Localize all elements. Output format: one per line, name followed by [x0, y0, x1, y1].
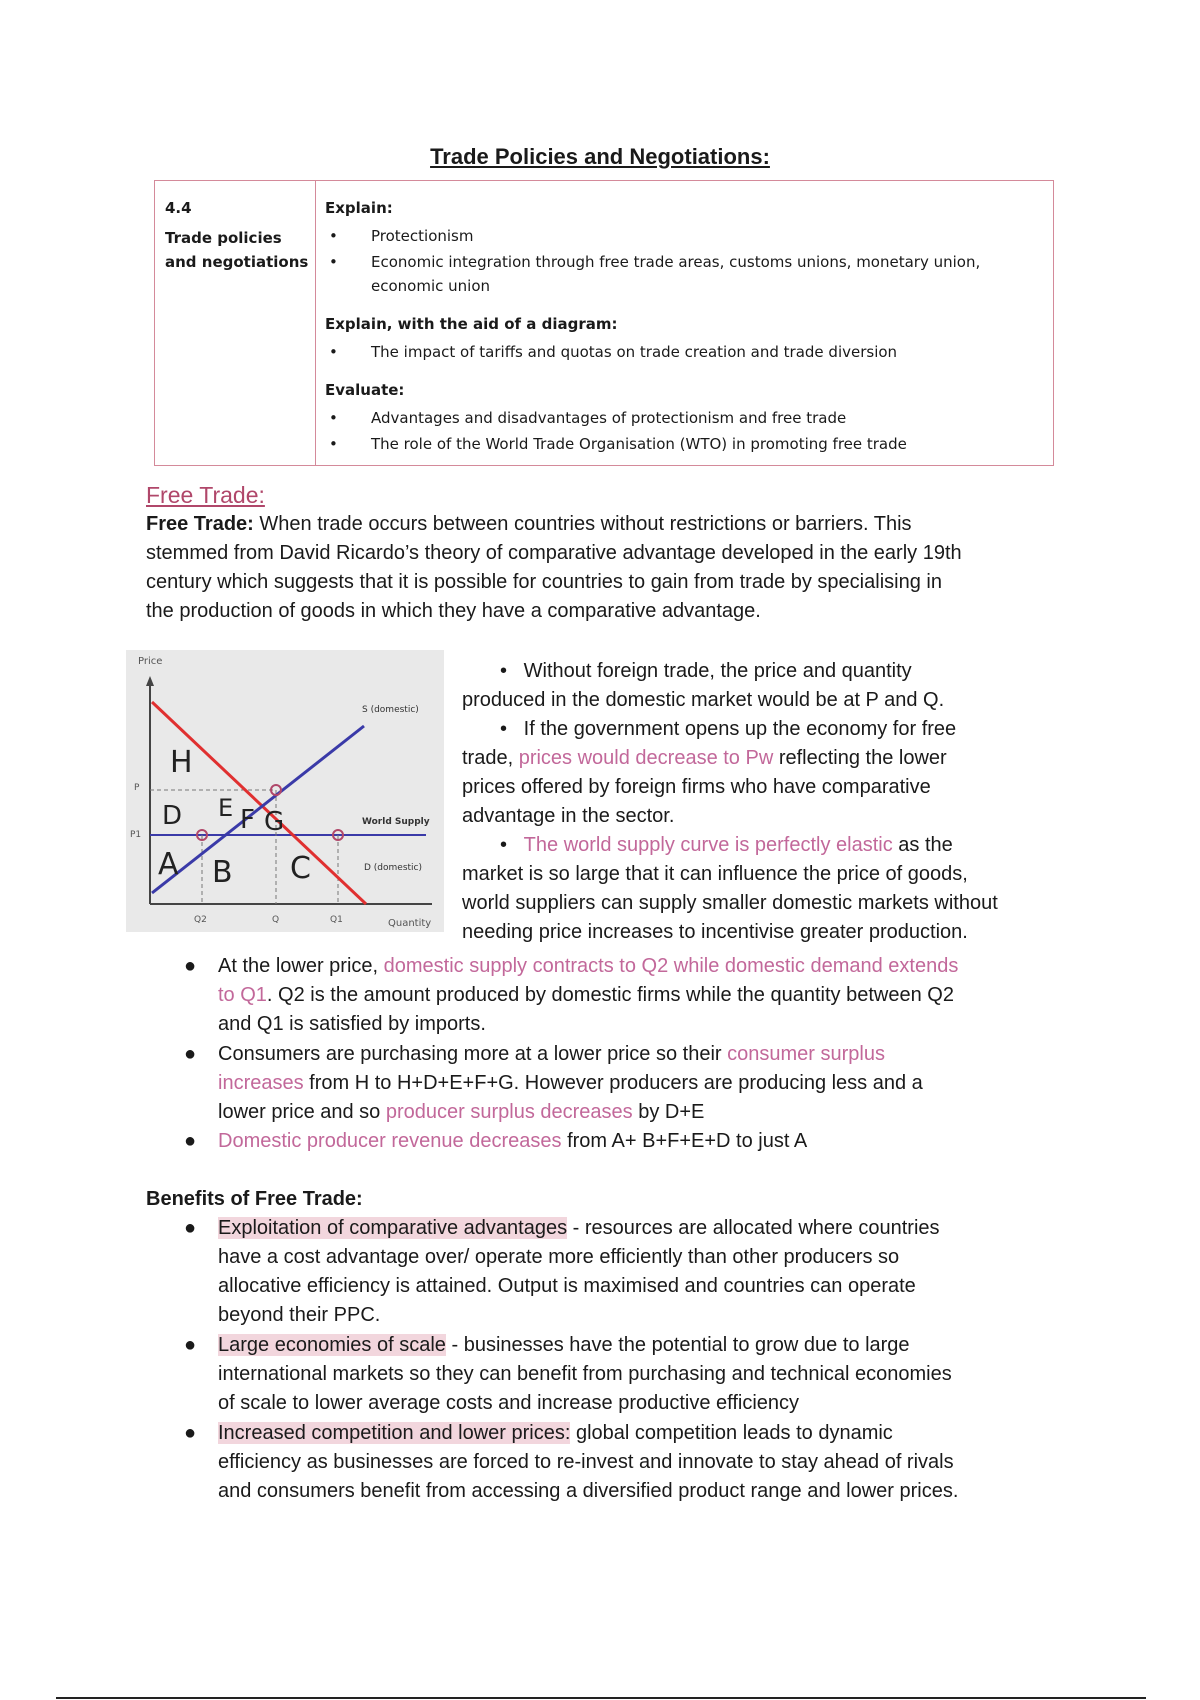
spec-topic-line1: Trade policies: [165, 229, 282, 247]
bullet-text: market is so large that it can influence the price of goods,: [462, 863, 968, 885]
bullet-icon: ●: [184, 1422, 197, 1444]
area-d-label: D: [162, 801, 183, 831]
spec-code: 4.4: [165, 199, 192, 217]
explain-item: Protectionism: [371, 227, 474, 245]
evaluate-item: Advantages and disadvantages of protectionism and free trade: [371, 409, 847, 427]
list-item: [184, 952, 1078, 1039]
text-run: reflecting the lower: [773, 747, 947, 769]
bullet: •: [329, 253, 338, 271]
text-run: At the lower price,: [218, 955, 384, 977]
text-run: and Q1 is satisfied by imports.: [218, 1013, 486, 1035]
bottom-rule: [56, 1697, 1146, 1699]
diagram-heading: Explain, with the aid of a diagram:: [325, 315, 618, 333]
definition-line: century which suggests that it is possible for countries to gain from trade by specialising in: [146, 571, 942, 593]
text-run: from H to H+D+E+F+G. However producers are producing less and a: [303, 1072, 923, 1094]
area-f-label: F: [240, 805, 255, 835]
pink-text: prices would decrease to Pw: [518, 747, 774, 769]
bullet-text: [462, 744, 1062, 773]
list-item: [184, 1127, 1078, 1156]
pink-text: to Q1: [218, 984, 267, 1006]
list-item: [184, 1214, 1078, 1330]
list-item: • If the government opens up the economy for free: [500, 718, 957, 740]
diagram-svg: [126, 650, 444, 932]
bullet-icon: ●: [184, 1043, 197, 1065]
list-item: [184, 1331, 1078, 1418]
p1-label: P1: [130, 830, 142, 840]
area-g-label: G: [264, 807, 285, 837]
x-axis-label: Quantity: [388, 918, 432, 929]
benefits-heading: Benefits of Free Trade:: [146, 1188, 363, 1210]
pink-text: producer surplus decreases: [385, 1101, 633, 1123]
page-title: Trade Policies and Negotiations:: [430, 144, 770, 169]
text-run: lower price and so: [218, 1101, 386, 1123]
q1-label: Q1: [330, 915, 343, 925]
diagram-explanation: [462, 657, 1062, 947]
highlighted-text: Increased competition and lower prices:: [218, 1422, 571, 1444]
demand-curve: [152, 702, 366, 904]
bullet: •: [329, 343, 338, 361]
area-a-label: A: [158, 847, 179, 882]
area-c-label: C: [290, 851, 311, 886]
bullet-text: advantage in the sector.: [462, 805, 675, 827]
y-axis-arrow-icon: [146, 676, 154, 686]
spec-topic-line2: and negotiations: [165, 253, 309, 271]
definition-line: When trade occurs between countries without restrictions or barriers. This: [253, 513, 912, 535]
text-run: . Q2 is the amount produced by domestic firms while the quantity between Q2: [266, 984, 954, 1006]
pink-text: Domestic producer revenue decreases: [218, 1130, 562, 1152]
diagram-item: The impact of tariffs and quotas on trade creation and trade diversion: [371, 343, 898, 361]
free-trade-diagram: [126, 650, 444, 932]
pink-text: The world supply curve is perfectly elastic: [523, 834, 893, 856]
world-supply-label: World Supply: [362, 817, 430, 827]
definition-term: Free Trade:: [146, 513, 254, 535]
bullet-icon: ●: [184, 1130, 197, 1152]
highlighted-text: Exploitation of comparative advantages: [218, 1217, 568, 1239]
bullet-icon: ●: [184, 1334, 197, 1356]
bullet-icon: ●: [184, 1217, 197, 1239]
text-run: international markets so they can benefit from purchasing and technical economies: [218, 1363, 952, 1385]
text-run: allocative efficiency is attained. Output is maximised and countries can operate: [218, 1275, 916, 1297]
area-e-label: E: [218, 794, 234, 822]
text-run: - businesses have the potential to grow due to large: [445, 1334, 910, 1356]
demand-label: D (domestic): [364, 863, 423, 873]
y-axis-label: Price: [138, 656, 163, 667]
bullet-text: needing price increases to incentivise greater production.: [462, 921, 968, 943]
highlighted-text: Large economies of scale: [218, 1334, 446, 1356]
bullet: •: [329, 409, 338, 427]
bullet-text: If the government opens up the economy for free: [523, 718, 957, 740]
text-run: beyond their PPC.: [218, 1304, 381, 1326]
text-run: trade,: [462, 747, 519, 769]
pink-text: consumer surplus: [727, 1043, 885, 1065]
text-run: Consumers are purchasing more at a lower price so their: [218, 1043, 728, 1065]
free-trade-definition: [146, 510, 1076, 626]
text-run: and consumers benefit from accessing a diversified product range and lower prices.: [218, 1480, 959, 1502]
definition-line: the production of goods in which they have a comparative advantage.: [146, 600, 761, 622]
text-run: - resources are allocated where countries: [567, 1217, 940, 1239]
text-run: as the: [892, 834, 953, 856]
pink-text: domestic supply contracts to Q2 while domestic demand extends: [383, 955, 959, 977]
area-b-label: B: [212, 855, 233, 890]
spec-left-cell: [155, 181, 316, 465]
explain-item: economic union: [371, 277, 490, 295]
evaluate-item: The role of the World Trade Organisation (WTO) in promoting free trade: [371, 435, 907, 453]
list-item: [184, 1040, 1078, 1127]
bullet-text: prices offered by foreign firms who have comparative: [462, 776, 931, 798]
text-run: global competition leads to dynamic: [570, 1422, 893, 1444]
explain-heading: Explain:: [325, 199, 393, 217]
p-label: P: [134, 783, 140, 793]
bullet: •: [329, 435, 338, 453]
text-run: have a cost advantage over/ operate more efficiently than other producers so: [218, 1246, 900, 1268]
bullet-text: produced in the domestic market would be at P and Q.: [462, 689, 945, 711]
spec-table: [154, 180, 1054, 466]
bullet-text: Without foreign trade, the price and quantity: [523, 660, 912, 682]
bullet-text: world suppliers can supply smaller domestic markets without: [462, 892, 998, 914]
free-trade-heading: Free Trade:: [146, 482, 265, 508]
q2-label: Q2: [194, 915, 207, 925]
q-label: Q: [272, 915, 280, 925]
text-run: of scale to lower average costs and increase productive efficiency: [218, 1392, 800, 1414]
bullet-icon: ●: [184, 955, 197, 977]
area-h-label: H: [170, 745, 193, 780]
bullet: •: [329, 227, 338, 245]
pink-text: increases: [218, 1072, 304, 1094]
text-run: from A+ B+F+E+D to just A: [561, 1130, 808, 1152]
text-run: efficiency as businesses are forced to re-invest and innovate to stay ahead of rivals: [218, 1451, 954, 1473]
text-run: by D+E: [632, 1101, 705, 1123]
explain-item: Economic integration through free trade areas, customs unions, monetary union,: [371, 253, 981, 271]
list-item: [184, 1419, 1078, 1506]
definition-line: stemmed from David Ricardo’s theory of comparative advantage developed in the early 19th: [146, 542, 962, 564]
list-item: • Without foreign trade, the price and quantity: [500, 660, 912, 682]
list-item: • The world supply curve is perfectly elastic as the: [500, 834, 953, 856]
evaluate-heading: Evaluate:: [325, 381, 405, 399]
supply-label: S (domestic): [362, 705, 419, 715]
